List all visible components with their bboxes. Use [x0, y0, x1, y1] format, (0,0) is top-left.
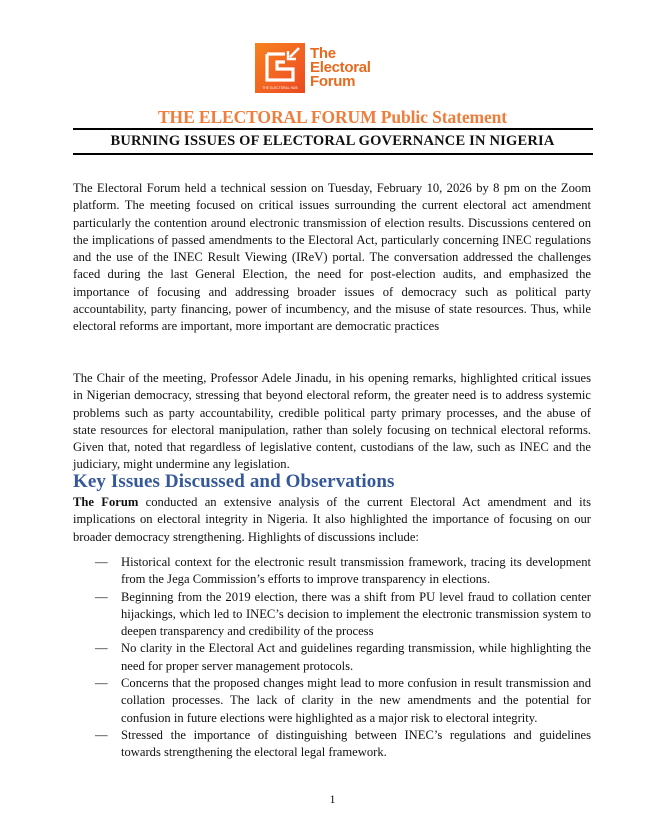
discussion-highlights-list: [95, 554, 591, 762]
logo-hub-label: THE ELECTORAL HUB: [262, 86, 298, 90]
forum-analysis-paragraph: [73, 494, 591, 546]
list-item: [95, 554, 591, 589]
intro-paragraph: The Electoral Forum held a technical session on Tuesday, February 10, 2026 by 8 pm on the Zoom platform. The meeting focused on critical issues surrounding the current electoral act amendment particularly the contention around electronic transmission of election results. Discussions centered on the implications of passed amendments to the Electoral Act, particularly concerning INEC regulations and the use of the INEC Result Viewing (IReV) portal. The conversation addressed the challenges faced during the last General Election, the need for post-election audits, and emphasized the importance of focusing and addressing broader issues of democracy such as political party accountability, party financing, power of incumbency, and the misuse of state resources. Thus, while electoral reforms are important, more important are democratic practices: [73, 181, 591, 334]
title-rule-bottom: [73, 153, 593, 155]
list-item-text: Concerns that the proposed changes might lead to more confusion in result transmission and collation processes. The lack of clarity in the new amendments and the potential for confusion in future elections were highlighted as a major risk to electoral integrity.: [121, 676, 591, 725]
forum-analysis-text: conducted an extensive analysis of the current Electoral Act amendment and its implications on electoral integrity in Nigeria. It also highlighted the importance of focusing on our broader democracy strengthening. Highlights of discussions include:: [73, 495, 592, 544]
list-item: [95, 675, 591, 727]
logo-word-the: The: [310, 45, 336, 62]
list-item-text: Beginning from the 2019 election, there was a shift from PU level fraud to collation center hijackings, which led to INEC’s decision to implement the electronic transmission system to deepen transparency and credibility of the process: [121, 589, 591, 639]
logo-wordmark: [310, 47, 371, 89]
title-rule-top: [73, 128, 593, 130]
document-title: THE ELECTORAL FORUM Public Statement: [157, 107, 507, 127]
dash-bullet-icon: —: [95, 589, 108, 604]
section-heading-key-issues: Key Issues Discussed and Observations: [73, 471, 395, 492]
document-subtitle: BURNING ISSUES OF ELECTORAL GOVERNANCE IN NIGERIA: [110, 133, 555, 149]
list-item-text: Stressed the importance of distinguishing between INEC’s regulations and guidelines towards strengthening the electoral legal framework.: [121, 727, 591, 760]
page-number: 1: [329, 792, 336, 806]
logo-word-electoral: Electoral: [310, 59, 371, 76]
list-item-text: Historical context for the electronic result transmission framework, tracing its development from the Jega Commission’s efforts to improve transparency in elections.: [121, 555, 591, 587]
dash-bullet-icon: —: [95, 641, 108, 656]
list-item: [95, 640, 591, 675]
chair-remarks-paragraph: The Chair of the meeting, Professor Adele Jinadu, in his opening remarks, highlighted critical issues in Nigerian democracy, stressing that beyond electoral reform, the greater need is to address systemic problems such as party accountability, credible political party primary processes, and the abuse of state resources for electoral manipulation, rather than solely focusing on technical electoral reforms. Given that, noted that regardless of legislative content, custodians of the law, such as INEC and the judiciary, might undermine any legislation.: [73, 371, 591, 472]
forum-bold-label: The Forum: [73, 495, 139, 509]
electoral-forum-logo-icon: [255, 43, 305, 93]
dash-bullet-icon: —: [95, 727, 108, 742]
dash-bullet-icon: —: [95, 676, 108, 691]
list-item-text: No clarity in the Electoral Act and guidelines regarding transmission, while highlighting the need for proper server management protocols.: [121, 641, 591, 673]
logo-word-forum: Forum: [310, 73, 356, 90]
dash-bullet-icon: —: [95, 555, 108, 569]
electoral-forum-logo: [255, 43, 371, 93]
list-item: [95, 589, 591, 641]
list-item: [95, 727, 591, 762]
